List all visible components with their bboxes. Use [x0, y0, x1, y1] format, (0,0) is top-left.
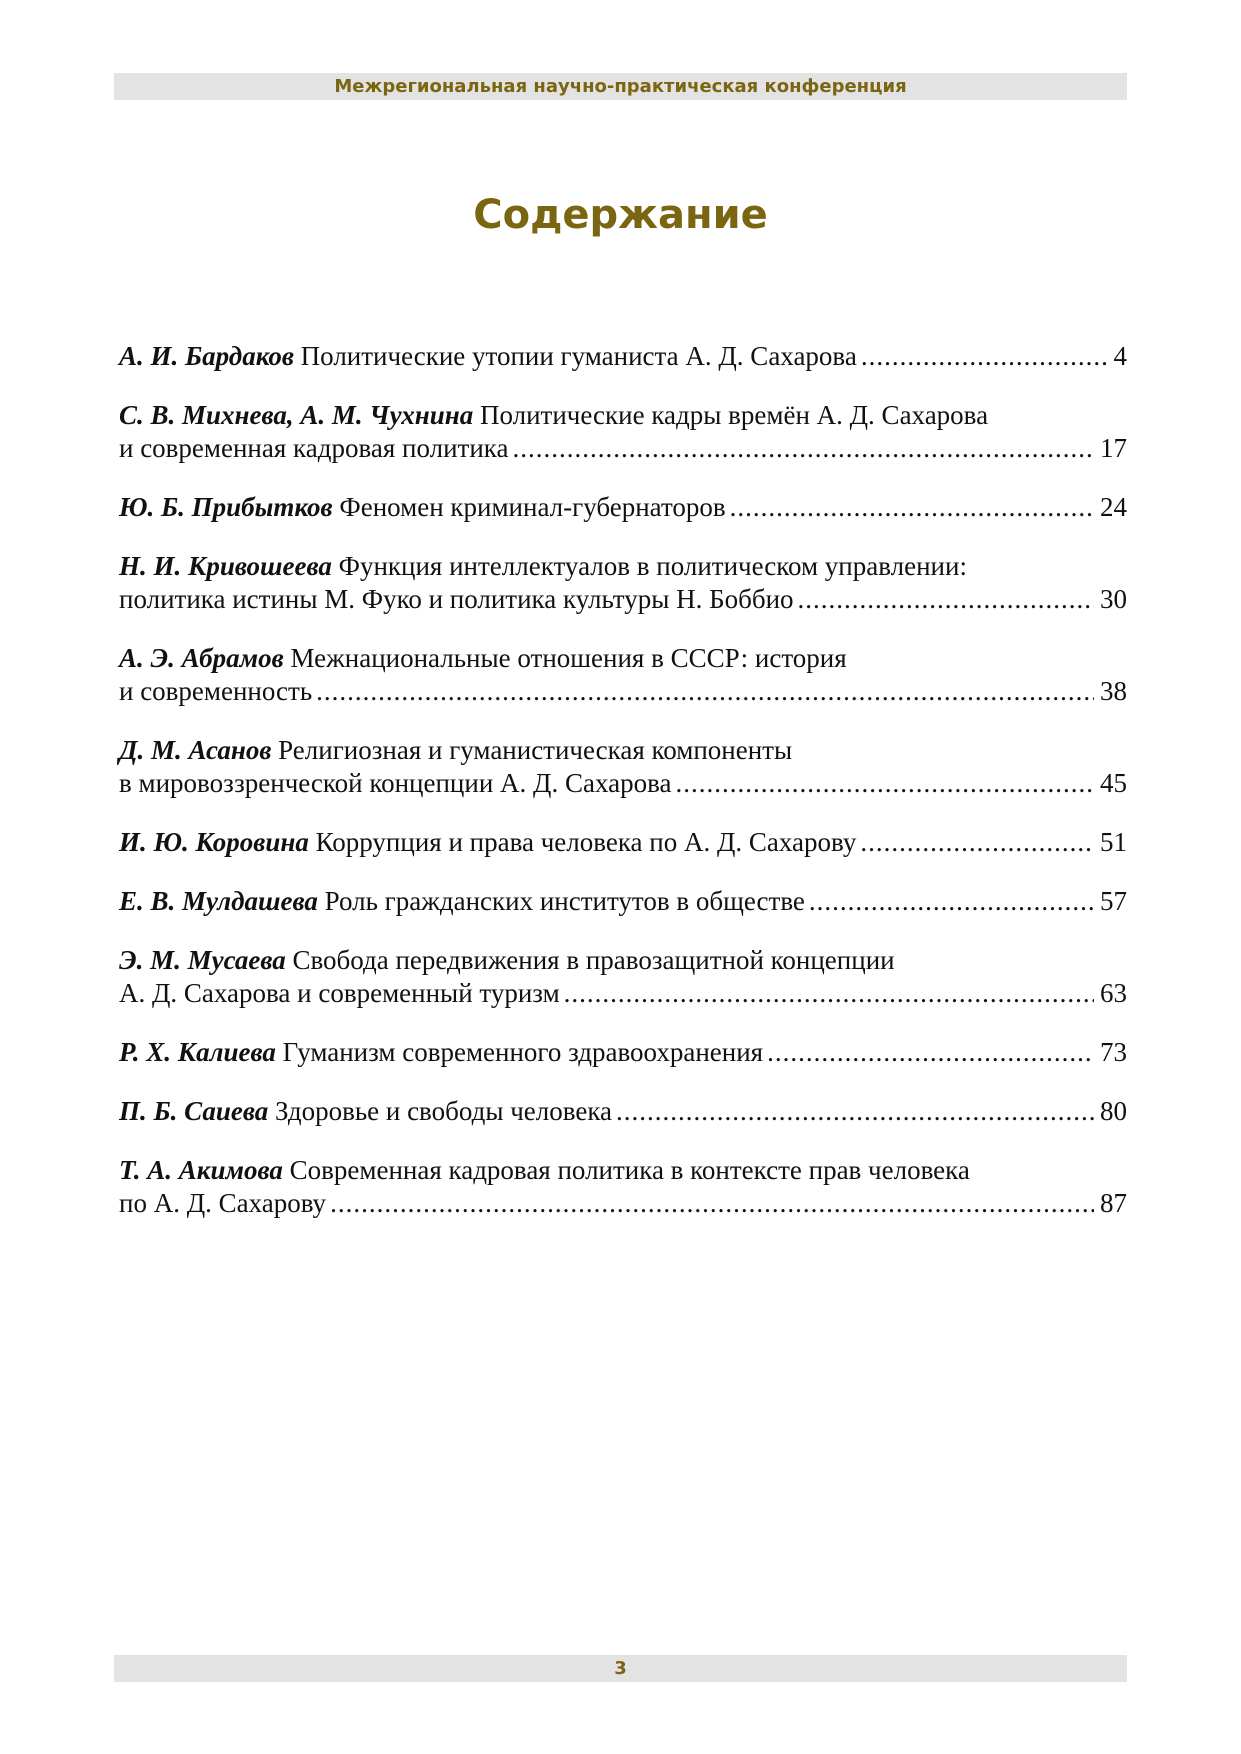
toc-entry-author: И. Ю. Коровина: [119, 827, 309, 857]
toc-entry-page: 24: [1100, 492, 1127, 522]
toc-entry[interactable]: [119, 885, 1127, 918]
toc-entry-line: [119, 583, 1127, 616]
toc-entry-page: 80: [1100, 1096, 1127, 1126]
toc-entry-line: [119, 340, 1127, 373]
toc-entry-title: Феномен криминал-губернаторов: [339, 492, 726, 522]
toc-entry-author: П. Б. Саиева: [119, 1096, 269, 1126]
toc-entry[interactable]: [119, 826, 1127, 859]
page-number: 3: [114, 1655, 1127, 1682]
toc-entry-author: Ю. Б. Прибытков: [119, 492, 333, 522]
toc-entry-author: А. И. Бардаков: [119, 341, 294, 371]
toc-entry[interactable]: [119, 642, 1127, 708]
toc-entry-author: Т. А. Акимова: [119, 1155, 283, 1185]
toc-entry-line: [119, 491, 1127, 524]
toc-entry-first-line: [119, 399, 1127, 432]
toc-entry-title: Функция интеллектуалов в политическом управлении:: [338, 551, 967, 581]
toc-entry-page: 51: [1100, 827, 1127, 857]
toc-entry-title: Роль гражданских институтов в обществе: [324, 886, 805, 916]
toc-entry-author: Е. В. Мулдашева: [119, 886, 318, 916]
toc-entry-author: Э. М. Мусаева: [119, 945, 286, 975]
toc-entry[interactable]: [119, 1095, 1127, 1128]
toc-entry-line: [119, 1187, 1127, 1220]
dot-leader: [616, 1095, 1094, 1128]
dot-leader: [860, 826, 1094, 859]
toc-entry-title: Современная кадровая политика в контексте прав человека: [289, 1155, 970, 1185]
toc-entry-author: Д. М. Асанов: [119, 735, 272, 765]
toc-entry-author: А. Э. Абрамов: [119, 643, 284, 673]
toc-entry-line: [119, 432, 1127, 465]
toc-entry-title-continued: политика истины М. Фуко и политика культуры Н. Боббио: [119, 584, 794, 614]
dot-leader: [861, 340, 1108, 373]
toc-title: Содержание: [473, 192, 768, 238]
toc-entry-title: Политические кадры времён А. Д. Сахарова: [479, 400, 989, 430]
toc-entry-title: Межнациональные отношения в СССР: история: [290, 643, 847, 673]
toc-entry-title-continued: А. Д. Сахарова и современный туризм: [119, 978, 560, 1008]
toc-entry[interactable]: [119, 550, 1127, 616]
toc-entry-title-continued: и современность: [119, 676, 313, 706]
toc-entry-page: 30: [1100, 584, 1127, 614]
toc-entry-first-line: [119, 1154, 1127, 1187]
toc-entry[interactable]: [119, 1036, 1127, 1069]
toc-entry-line: [119, 977, 1127, 1010]
toc-entry-title-continued: по А. Д. Сахарову: [119, 1188, 327, 1218]
table-of-contents: [119, 340, 1127, 1246]
toc-entry-page: 17: [1100, 433, 1127, 463]
toc-entry-page: 87: [1100, 1188, 1127, 1218]
toc-entry-page: 73: [1100, 1037, 1127, 1067]
dot-leader: [316, 675, 1094, 708]
toc-entry[interactable]: [119, 734, 1127, 800]
toc-entry-title: Гуманизм современного здравоохранения: [282, 1037, 764, 1067]
toc-entry-line: [119, 885, 1127, 918]
dot-leader: [809, 885, 1094, 918]
toc-entry-author: С. В. Михнева, А. М. Чухнина: [119, 400, 474, 430]
toc-entry[interactable]: [119, 399, 1127, 465]
toc-entry[interactable]: [119, 1154, 1127, 1220]
running-header: Межрегиональная научно-практическая конференция: [114, 73, 1127, 100]
toc-entry[interactable]: [119, 340, 1127, 373]
toc-entry-first-line: [119, 734, 1127, 767]
toc-entry-title-continued: и современная кадровая политика: [119, 433, 509, 463]
toc-entry-title: Политические утопии гуманиста А. Д. Сахарова: [300, 341, 857, 371]
toc-entry-title: Свобода передвижения в правозащитной концепции: [292, 945, 895, 975]
dot-leader: [798, 583, 1094, 616]
dot-leader: [512, 432, 1094, 465]
dot-leader: [330, 1187, 1094, 1220]
dot-leader: [767, 1036, 1094, 1069]
toc-entry-line: [119, 1095, 1127, 1128]
dot-leader: [675, 767, 1094, 800]
dot-leader: [564, 977, 1094, 1010]
toc-entry[interactable]: [119, 944, 1127, 1010]
toc-entry-page: 4: [1113, 341, 1127, 371]
toc-entry-line: [119, 675, 1127, 708]
toc-entry-first-line: [119, 944, 1127, 977]
toc-entry-title: Религиозная и гуманистическая компоненты: [278, 735, 793, 765]
toc-entry-title: Коррупция и права человека по А. Д. Сахарову: [315, 827, 857, 857]
dot-leader: [730, 491, 1094, 524]
toc-entry-author: Р. Х. Калиева: [119, 1037, 276, 1067]
toc-entry-page: 38: [1100, 676, 1127, 706]
toc-entry-title-continued: в мировоззренческой концепции А. Д. Сахарова: [119, 768, 672, 798]
toc-entry-page: 57: [1100, 886, 1127, 916]
toc-entry-page: 63: [1100, 978, 1127, 1008]
toc-entry[interactable]: [119, 491, 1127, 524]
toc-entry-first-line: [119, 642, 1127, 675]
toc-entry-author: Н. И. Кривошеева: [119, 551, 332, 581]
toc-entry-title: Здоровье и свободы человека: [274, 1096, 613, 1126]
toc-entry-line: [119, 1036, 1127, 1069]
toc-entry-page: 45: [1100, 768, 1127, 798]
toc-entry-line: [119, 767, 1127, 800]
toc-entry-line: [119, 826, 1127, 859]
toc-entry-first-line: [119, 550, 1127, 583]
